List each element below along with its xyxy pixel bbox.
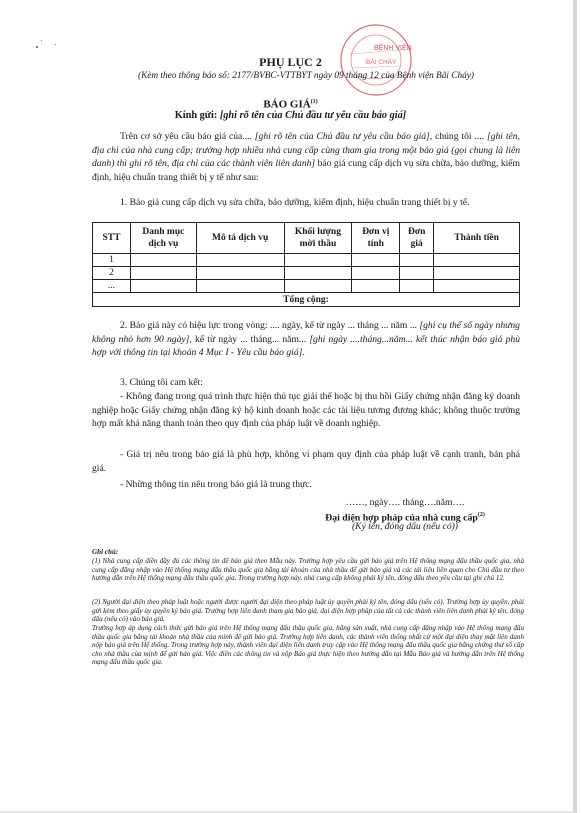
intro-text-b: [ghi rõ tên của Chủ đầu tư yêu cầu báo giá] <box>254 131 430 142</box>
signature-note: (Ký tên, đóng dấu (nếu có)) <box>351 521 459 532</box>
intro-paragraph <box>92 130 520 185</box>
table-cell-stt: ... <box>93 280 131 293</box>
item-2 <box>92 319 520 360</box>
table-cell-stt: 1 <box>93 254 131 267</box>
note-1: (1) Nhà cung cấp điền đầy đủ các thông tin để báo giá theo Mẫu này. Trường hợp yêu cầu gửi báo giá trên Hệ thống mạng đấu thầu quốc gia, nhà cung cấp đăng nhập vào Hệ thống mạng đấu thầu quốc gia bằng tài khoản của nhà thầu để gửi báo giá và các tài liệu liên quan cho Chủ đầu tư theo hướng dẫn trên Hệ thống mạng đấu thầu quốc gia. Trong trường hợp này, nhà cung cấp không phải ký tên, đóng dấu theo yêu cầu tại ghi chú 12. <box>92 557 524 582</box>
intro-text-a: Trên cơ sở yêu cầu báo giá của.... <box>120 131 255 142</box>
table-cell-stt: 2 <box>93 267 131 280</box>
commitment-1: - Không đang trong quá trình thực hiện thủ tục giải thể hoặc bị thu hồi Giấy chứng nhận đăng ký doanh nghiệp hoặc Giấy chứng nhận đăng ký hộ kinh doanh hoặc các tài liệu tương đương khác; không thuộc trường hợp mất khả năng thanh toán theo quy định của pháp luật về doanh nghiệp. <box>92 391 520 430</box>
quote-table <box>92 222 520 307</box>
signature-title-text: Đại diện hợp pháp của nhà cung cấp <box>325 512 478 524</box>
scan-speck <box>36 46 38 48</box>
table-header: Đơn giá <box>400 223 434 254</box>
table-header: STT <box>93 223 131 254</box>
stamp-text-2: BÃI CHÁY <box>366 59 397 66</box>
table-row <box>93 267 520 280</box>
recipient-value: [ghi rõ tên của Chủ đầu tư yêu cầu báo giá] <box>219 110 407 121</box>
table-total-row <box>93 293 520 307</box>
appendix-title: PHỤ LỤC 2 <box>259 55 322 69</box>
table-header: Khối lượng mời thầu <box>284 223 352 254</box>
table-row <box>93 254 520 267</box>
quote-title-sup: (1) <box>310 99 318 105</box>
appendix-subtitle: (Kèm theo thông báo số: 2177/BVBC-VTTBYT ngày 09 tháng 12 của Bệnh viện Bãi Cháy) <box>137 71 475 81</box>
table-total-label: Tổng cộng: <box>93 293 520 307</box>
intro-text-d: [ghi tên, địa chỉ của nhà cung cấp; trường hợp nhiều nhà cung cấp cùng tham gia trong một báo giá (gọi chung là liên danh) thì ghi rõ tên, địa chỉ của các thành viên liên danh] <box>92 131 520 170</box>
intro-text-c: , chúng tôi .... <box>429 131 487 142</box>
item-2-text-d: [ghi ngày ....tháng...năm... kết thúc nhận báo giá phù hợp với thông tin tại khoản 4 Mục I - Yêu cầu báo giá] <box>92 333 520 359</box>
signature-title-sup: (2) <box>477 512 485 518</box>
item-2-text-a: 2. Báo giá này có hiệu lực trong vòng: .... ngày, kể từ ngày ... tháng ... năm ... <box>120 320 420 331</box>
item-2-text-b: [ghi cụ thể số ngày nhưng không nhỏ hơn 90 ngày] <box>92 320 520 345</box>
scan-speck <box>55 44 56 45</box>
recipient-line <box>0 109 581 122</box>
item-2-text-e: . <box>302 347 305 359</box>
table-row <box>93 280 520 293</box>
stamp-text-1: BỆNH VIỆN <box>374 45 412 52</box>
signature-date: ……, ngày…. tháng….năm…. <box>345 497 465 508</box>
item-2-text-c: , kể từ ngày ... tháng... năm... <box>189 333 310 345</box>
item-1: 1. Báo giá cung cấp dịch vụ sửa chữa, bảo dưỡng, kiểm định, hiệu chuẩn trang thiết bị y tế. <box>120 197 470 208</box>
note-2: (2) Người đại diện theo pháp luật hoặc người được người đại diện theo pháp luật ủy quyền phải ký tên, đóng dấu (nếu có). Trường hợp ủy quyền, phải gửi kèm theo giấy ủy quyền ký báo giá. Trường hợp liên danh tham gia báo giá, đại diện hợp pháp của tất cả các thành viên liên danh phải ký tên, đóng dấu (nếu có) vào báo giá. <box>92 598 524 623</box>
scan-speck <box>41 40 42 41</box>
notes-label: Ghi chú: <box>92 548 119 556</box>
commitment-3: - Những thông tin nêu trong báo giá là trung thực. <box>120 479 312 490</box>
table-header-row <box>93 223 520 254</box>
intro-text-e: báo giá cung cấp dịch vụ sửa chữa, bảo dưỡng, kiểm định, hiệu chuẩn trang thiết bị y tế như sau: <box>92 158 520 184</box>
quote-title: BÁO GIÁ <box>263 98 311 111</box>
item-3-title: 3. Chúng tôi cam kết: <box>120 377 203 388</box>
table-header: Mô tả dịch vụ <box>196 223 284 254</box>
table-header: Thành tiền <box>434 223 520 254</box>
table-header: Danh mục dịch vụ <box>130 223 196 254</box>
recipient-label: Kính gửi: <box>174 110 220 121</box>
table-header: Đơn vị tính <box>352 223 400 254</box>
note-3: Trường hợp áp dụng cách thức gửi báo giá trên Hệ thống mạng đấu thầu quốc gia, hãng sản xuất, nhà cung cấp đăng nhập vào Hệ thống mạng đấu thầu quốc gia bằng tài khoản nhà thầu của mình để gửi báo giá. Trường hợp liên danh, các thành viên thống nhất cử một đại diện thay mặt liên danh nộp báo giá trên Hệ thống. Trong trường hợp này, thành viên đại diện liên danh truy cập vào Hệ thống mạng đấu thầu quốc gia bằng chứng thư số cấp cho nhà thầu của mình để gửi báo giá. Việc điền các thông tin và nộp Báo giá thực hiện theo hướng dẫn tại Mẫu Báo giá và hướng dẫn trên Hệ thống mạng đấu thầu quốc gia. <box>92 624 524 666</box>
commitment-2: - Giá trị nêu trong báo giá là phù hợp, không vi phạm quy định của pháp luật về cạnh tranh, bán phá giá. <box>92 449 520 474</box>
